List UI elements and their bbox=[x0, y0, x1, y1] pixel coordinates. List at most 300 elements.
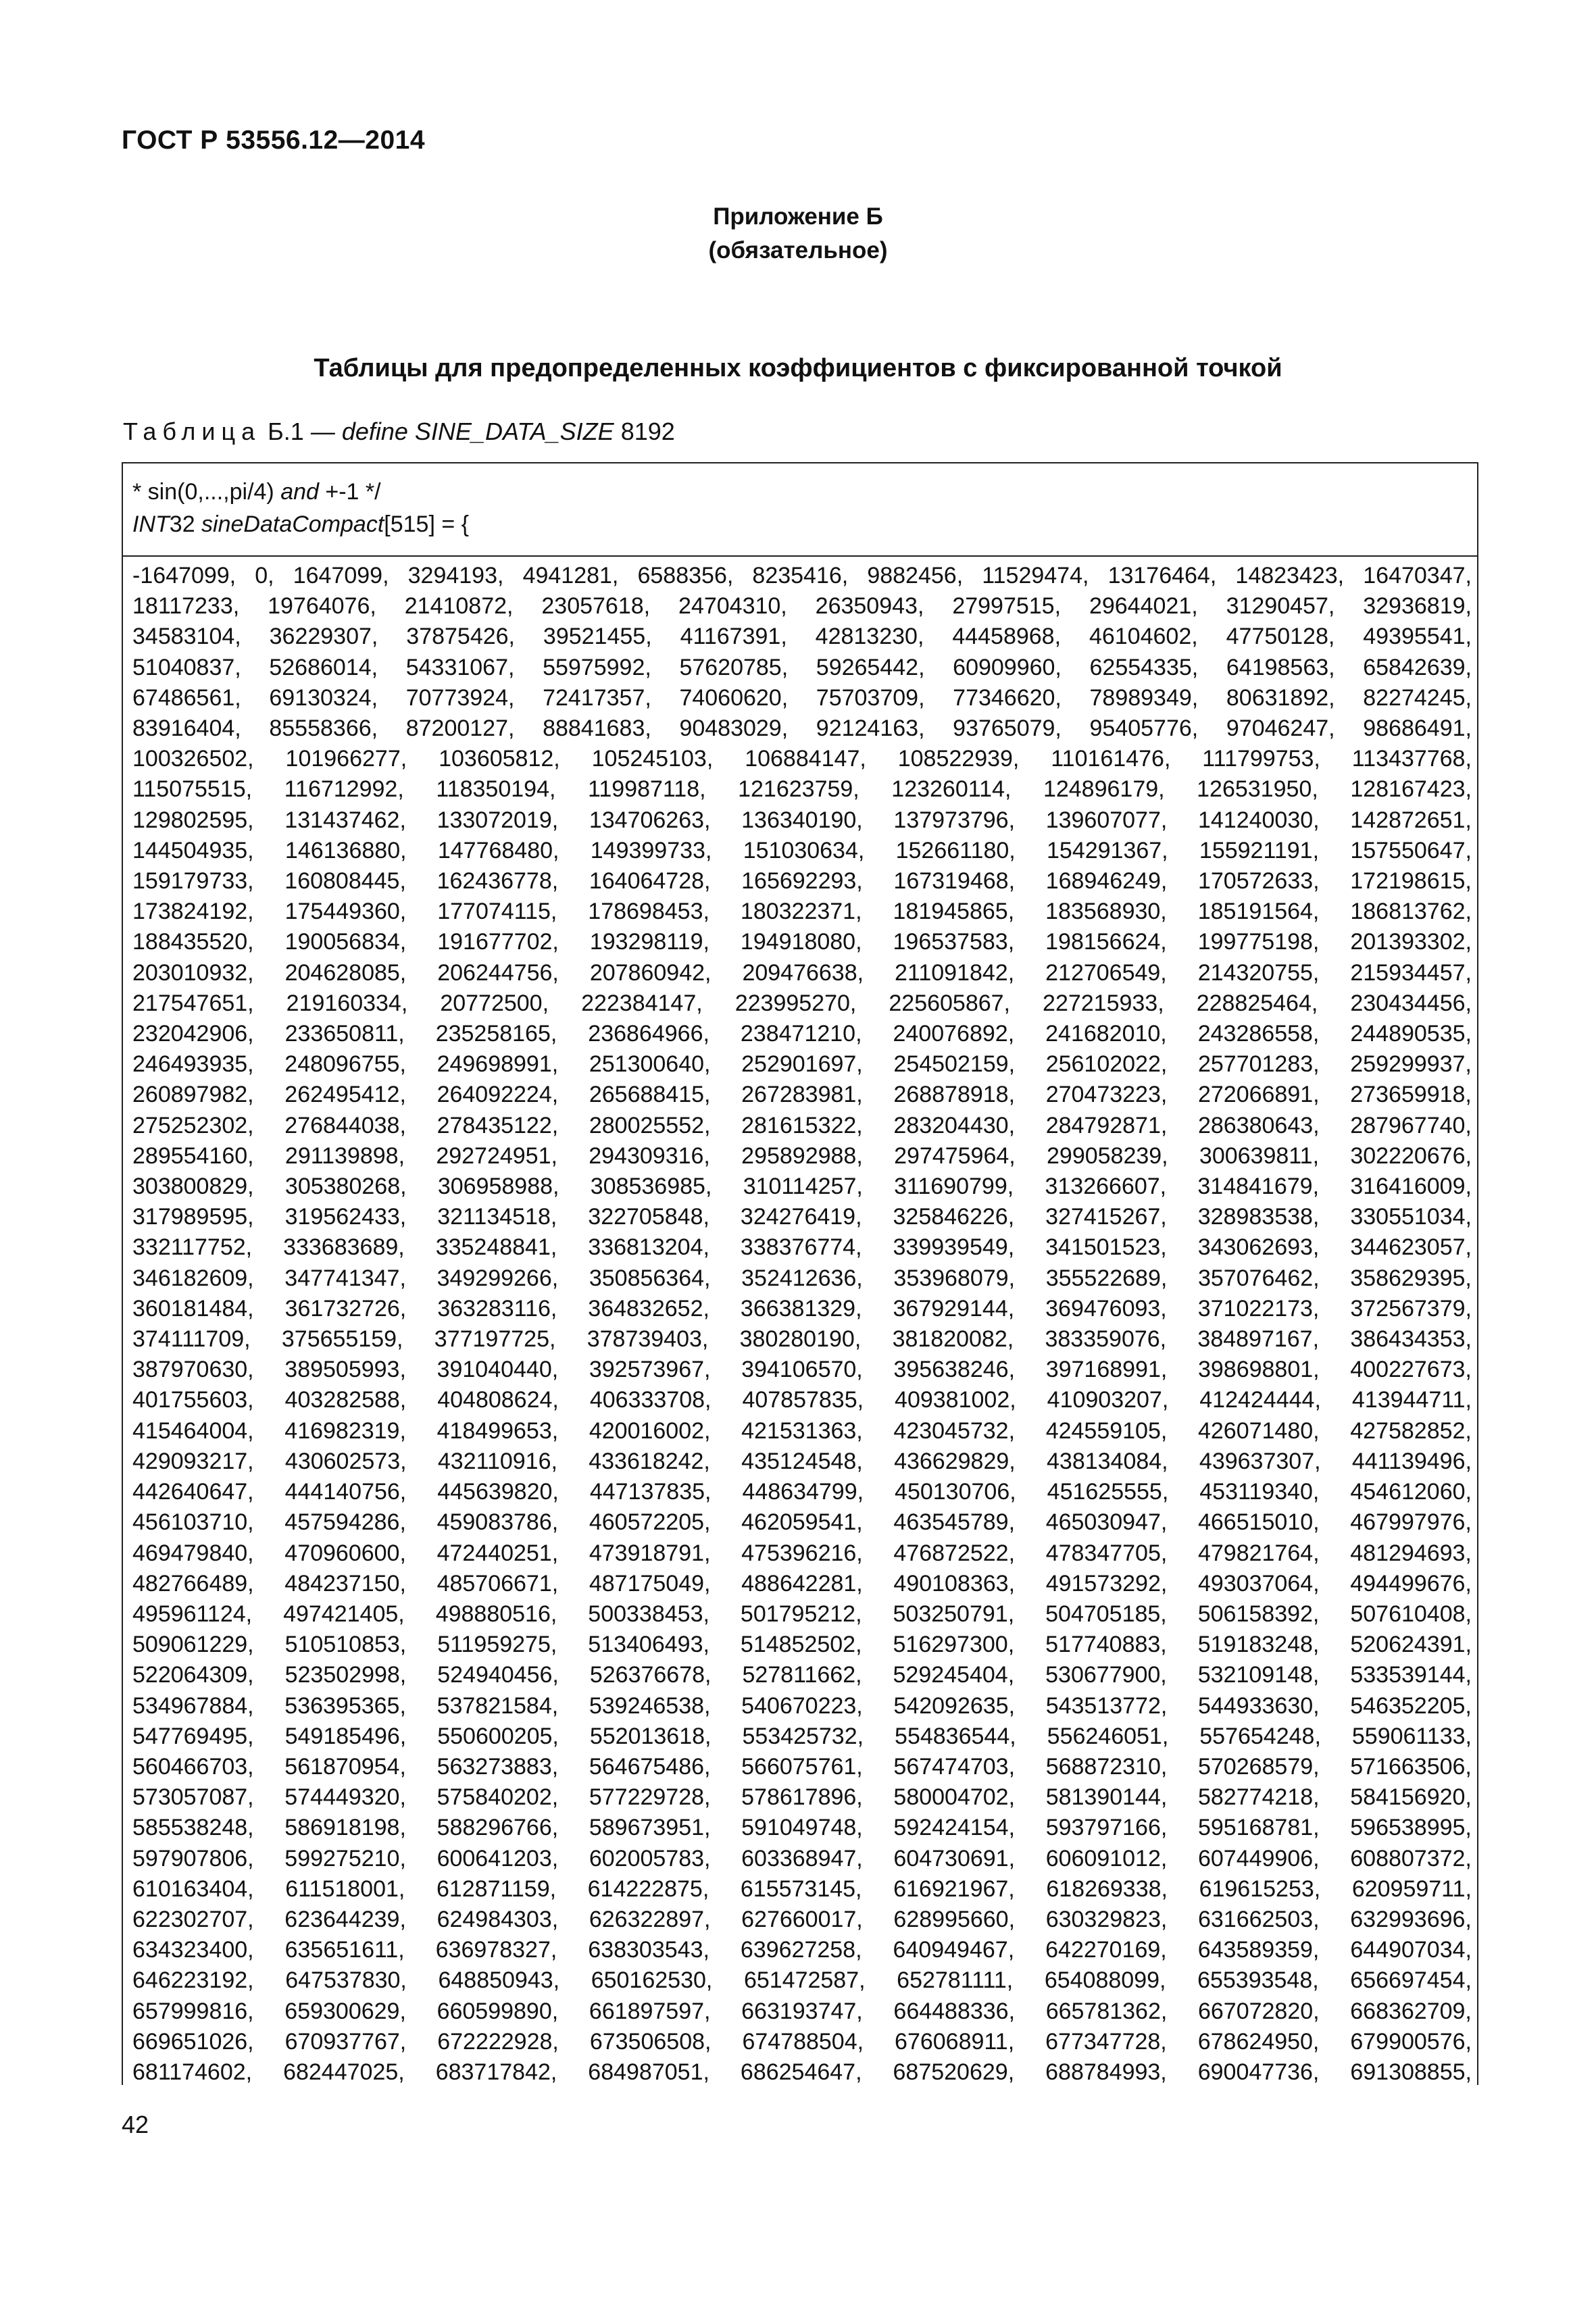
coefficient-value: 667072820, bbox=[1197, 1998, 1320, 2024]
coefficient-value: 27997515, bbox=[952, 593, 1062, 620]
coefficient-value: 631662503, bbox=[1197, 1906, 1320, 1932]
coefficient-value: 175449360, bbox=[284, 899, 407, 925]
coefficient-value: 90483029, bbox=[679, 715, 789, 742]
coefficient-value: 313266607, bbox=[1045, 1174, 1167, 1200]
coefficient-value: 92124163, bbox=[816, 715, 925, 742]
coefficient-value: 639627258, bbox=[740, 1937, 862, 1963]
coefficient-value: 228825464, bbox=[1196, 990, 1318, 1016]
coefficient-value: 268878918, bbox=[893, 1082, 1016, 1108]
coefficient-value: 191677702, bbox=[437, 929, 559, 955]
coefficient-value: 203010932, bbox=[132, 959, 254, 986]
coefficient-value: 65842639, bbox=[1363, 654, 1472, 680]
coefficient-value: 339939549, bbox=[893, 1234, 1015, 1261]
coefficient-value: 4941281, bbox=[522, 563, 619, 588]
coefficient-value: 423045732, bbox=[893, 1417, 1016, 1444]
section-title: Таблицы для предопределенных коэффициентов с фиксированной точкой bbox=[314, 354, 1282, 382]
coefficient-value: 57620785, bbox=[679, 654, 789, 680]
coefficient-value: 677347728, bbox=[1045, 2028, 1167, 2055]
coefficient-value: 582774218, bbox=[1197, 1784, 1320, 1811]
coefficient-value: 9882456, bbox=[867, 563, 964, 588]
coefficient-value: 137973796, bbox=[893, 807, 1016, 833]
coefficient-value: 254502159, bbox=[893, 1051, 1016, 1078]
coefficient-value: 116712992, bbox=[284, 776, 404, 803]
coefficient-value: 186813762, bbox=[1350, 899, 1472, 925]
coefficient-value: 386434353, bbox=[1350, 1326, 1472, 1353]
coefficient-row bbox=[132, 1294, 1472, 1324]
coefficient-value: 686254647, bbox=[740, 2059, 862, 2085]
coefficient-value: 164064728, bbox=[589, 868, 711, 895]
coefficient-value: 415464004, bbox=[132, 1417, 254, 1444]
coefficient-value: 295892988, bbox=[741, 1142, 863, 1169]
coefficient-value: 272066891, bbox=[1197, 1082, 1320, 1108]
coefficient-value: 511959275, bbox=[437, 1632, 557, 1658]
coefficient-value: 37875426, bbox=[406, 624, 516, 650]
caption-value: 8192 bbox=[620, 418, 675, 445]
coefficient-value: 55975992, bbox=[543, 654, 651, 680]
coefficient-value: 560466703, bbox=[132, 1753, 254, 1780]
coefficient-row bbox=[132, 2027, 1472, 2057]
coefficient-value: 369476093, bbox=[1045, 1295, 1167, 1322]
coefficient-value: 622302707, bbox=[132, 1906, 254, 1932]
coefficient-value: 638303543, bbox=[588, 1937, 709, 1963]
coefficient-value: 3294193, bbox=[407, 563, 504, 588]
coefficient-value: 542092635, bbox=[893, 1692, 1016, 1719]
coefficient-value: 426071480, bbox=[1197, 1417, 1320, 1444]
coefficient-value: 534967884, bbox=[132, 1692, 254, 1719]
coefficient-value: 527811662, bbox=[742, 1662, 862, 1688]
coefficient-value: 131437462, bbox=[284, 807, 406, 833]
coefficient-value: 678624950, bbox=[1197, 2028, 1320, 2055]
coefficient-row bbox=[132, 1141, 1472, 1172]
coefficient-value: 248096755, bbox=[284, 1051, 406, 1078]
coefficient-value: 439637307, bbox=[1199, 1448, 1321, 1474]
coefficient-value: 341501523, bbox=[1045, 1234, 1167, 1261]
coefficient-value: 438134084, bbox=[1047, 1448, 1168, 1474]
coefficient-value: 608807372, bbox=[1350, 1845, 1472, 1871]
coefficient-value: 77346620, bbox=[953, 684, 1062, 711]
coefficient-value: 395638246, bbox=[893, 1357, 1016, 1383]
coefficient-row bbox=[132, 1324, 1472, 1355]
coefficient-value: 412424444, bbox=[1199, 1387, 1321, 1413]
code-array-size: [515] = { bbox=[384, 511, 470, 537]
coefficient-value: 644907034, bbox=[1350, 1937, 1472, 1963]
coefficient-value: 54331067, bbox=[405, 654, 515, 680]
coefficient-value: 646223192, bbox=[132, 1967, 254, 1994]
coefficient-value: 493037064, bbox=[1197, 1570, 1320, 1596]
coefficient-value: 11529474, bbox=[982, 563, 1089, 588]
coefficient-value: 550600205, bbox=[437, 1723, 559, 1749]
coefficient-value: 497421405, bbox=[283, 1601, 405, 1627]
coefficient-value: 673506508, bbox=[589, 2028, 712, 2055]
coefficient-value: 233650811, bbox=[284, 1021, 405, 1047]
coefficient-value: 310114257, bbox=[743, 1174, 863, 1200]
coefficient-value: 553425732, bbox=[742, 1723, 864, 1749]
coefficient-value: 209476638, bbox=[742, 959, 864, 986]
coefficient-value: 18117233, bbox=[132, 593, 240, 620]
coefficient-value: 640949467, bbox=[893, 1937, 1015, 1963]
coefficient-value: 360181484, bbox=[132, 1295, 254, 1322]
coefficient-value: 516297300, bbox=[893, 1632, 1015, 1658]
coefficient-value: 292724951, bbox=[436, 1142, 557, 1169]
coefficient-value: 660599890, bbox=[437, 1998, 559, 2024]
coefficient-value: 286380643, bbox=[1197, 1112, 1320, 1138]
coefficient-value: 142872651, bbox=[1350, 807, 1472, 833]
coefficient-value: 19764076, bbox=[268, 593, 376, 620]
coefficient-value: 177074115, bbox=[437, 899, 557, 925]
coefficient-value: 147768480, bbox=[437, 837, 559, 863]
coefficient-value: 244890535, bbox=[1350, 1021, 1472, 1047]
coefficient-value: 139607077, bbox=[1045, 807, 1168, 833]
coefficient-value: 413944711, bbox=[1351, 1387, 1472, 1413]
coefficient-value: 479821764, bbox=[1197, 1540, 1320, 1566]
coefficient-value: 441139496, bbox=[1351, 1448, 1472, 1474]
coefficient-value: 380280190, bbox=[739, 1326, 862, 1353]
coefficient-value: 616921967, bbox=[893, 1876, 1015, 1902]
coefficient-value: 222384147, bbox=[581, 990, 703, 1016]
coefficient-value: 335248841, bbox=[435, 1234, 557, 1261]
coefficient-value: 374111709, bbox=[132, 1326, 251, 1353]
coefficient-value: 672222928, bbox=[437, 2028, 559, 2055]
coefficient-value: 635651611, bbox=[284, 1937, 405, 1963]
coefficient-value: 41167391, bbox=[680, 624, 787, 650]
coefficient-value: 343062693, bbox=[1197, 1234, 1320, 1261]
coefficient-value: 469479840, bbox=[132, 1540, 254, 1566]
coefficient-value: 39521455, bbox=[543, 624, 652, 650]
coefficient-value: 540670223, bbox=[741, 1692, 863, 1719]
coefficient-row bbox=[132, 805, 1472, 836]
coefficient-value: 265688415, bbox=[589, 1082, 711, 1108]
coefficient-value: 377197725, bbox=[434, 1326, 556, 1353]
coefficient-row bbox=[132, 1844, 1472, 1874]
coefficient-value: 604730691, bbox=[893, 1845, 1016, 1871]
coefficient-value: 536395365, bbox=[284, 1692, 406, 1719]
coefficient-value: 325846226, bbox=[893, 1204, 1015, 1230]
coefficient-value: 155921191, bbox=[1199, 837, 1320, 863]
coefficient-value: 154291367, bbox=[1047, 837, 1168, 863]
coefficient-value: 533539144, bbox=[1350, 1662, 1472, 1688]
coefficient-row bbox=[132, 1996, 1472, 2027]
coefficient-value: 401755603, bbox=[132, 1387, 254, 1413]
coefficient-values-cell bbox=[123, 557, 1477, 2088]
coefficient-value: 188435520, bbox=[132, 929, 254, 955]
coefficient-row bbox=[132, 1447, 1472, 1477]
coefficient-value: 321134518, bbox=[437, 1204, 557, 1230]
coefficient-row bbox=[132, 1507, 1472, 1538]
coefficient-value: 389505993, bbox=[284, 1357, 406, 1383]
coefficient-value: 115075515, bbox=[132, 776, 253, 803]
annex-status: (обязательное) bbox=[708, 237, 888, 263]
coefficient-value: 427582852, bbox=[1350, 1417, 1472, 1444]
code-declaration-line bbox=[132, 508, 1477, 540]
coefficient-value: 656697454, bbox=[1350, 1967, 1472, 1994]
coefficient-value: 397168991, bbox=[1045, 1357, 1168, 1383]
coefficient-value: 578617896, bbox=[741, 1784, 863, 1811]
coefficient-value: 42813230, bbox=[815, 624, 924, 650]
coefficient-value: 49395541, bbox=[1363, 624, 1472, 650]
coefficient-value: 688784993, bbox=[1045, 2059, 1167, 2085]
coefficient-value: 201393302, bbox=[1350, 929, 1472, 955]
annex-title: Приложение Б bbox=[713, 203, 883, 230]
coefficient-row bbox=[132, 1599, 1472, 1630]
coefficient-value: 679900576, bbox=[1350, 2028, 1472, 2055]
table-caption bbox=[123, 418, 675, 446]
coefficient-value: 217547651, bbox=[132, 990, 254, 1016]
coefficient-row bbox=[132, 1232, 1472, 1263]
coefficient-value: 23057618, bbox=[541, 593, 651, 620]
coefficient-value: 294309316, bbox=[589, 1142, 710, 1169]
coefficient-value: 506158392, bbox=[1197, 1601, 1320, 1627]
coefficient-value: 557654248, bbox=[1199, 1723, 1321, 1749]
coefficient-value: 430602573, bbox=[284, 1448, 407, 1474]
coefficient-value: 591049748, bbox=[741, 1815, 863, 1841]
coefficient-value: 232042906, bbox=[132, 1021, 254, 1047]
coefficient-value: 146136880, bbox=[284, 837, 407, 863]
coefficient-value: 241682010, bbox=[1045, 1021, 1167, 1047]
coefficient-value: 687520629, bbox=[893, 2059, 1015, 2085]
coefficient-value: 287967740, bbox=[1350, 1112, 1472, 1138]
coefficient-value: 198156624, bbox=[1045, 929, 1167, 955]
coefficient-value: 447137835, bbox=[589, 1479, 712, 1505]
coefficient-row bbox=[132, 653, 1472, 683]
coefficient-value: 110161476, bbox=[1051, 746, 1171, 772]
coefficient-value: 643589359, bbox=[1197, 1937, 1320, 1963]
coefficient-value: 60909960, bbox=[953, 654, 1062, 680]
coefficient-value: 44458968, bbox=[952, 624, 1062, 650]
coefficient-value: 119987118, bbox=[587, 776, 706, 803]
caption-label: Таблица bbox=[123, 418, 261, 445]
coefficient-value: 532109148, bbox=[1197, 1662, 1320, 1688]
coefficient-row bbox=[132, 1569, 1472, 1599]
coefficient-value: 664488336, bbox=[893, 1998, 1016, 2024]
coefficient-value: 303800829, bbox=[132, 1174, 254, 1200]
coefficient-value: 610163404, bbox=[132, 1876, 254, 1902]
coefficient-value: 6588356, bbox=[637, 563, 734, 588]
coefficient-value: 259299937, bbox=[1350, 1051, 1472, 1078]
coefficient-value: 642270169, bbox=[1045, 1937, 1167, 1963]
coefficient-value: 424559105, bbox=[1045, 1417, 1168, 1444]
coefficient-value: 367929144, bbox=[893, 1295, 1015, 1322]
coefficient-row bbox=[132, 1080, 1472, 1110]
coefficient-value: 327415267, bbox=[1045, 1204, 1167, 1230]
coefficient-value: 636978327, bbox=[435, 1937, 557, 1963]
coefficient-row bbox=[132, 958, 1472, 988]
coefficient-value: 416982319, bbox=[284, 1417, 406, 1444]
coefficient-value: 651472587, bbox=[743, 1967, 866, 1994]
coefficient-value: 113437768, bbox=[1351, 746, 1472, 772]
coefficient-value: 314841679, bbox=[1197, 1174, 1320, 1200]
caption-number: Б.1 — bbox=[268, 418, 335, 445]
coefficient-value: 206244756, bbox=[437, 959, 559, 986]
coefficient-row bbox=[132, 591, 1472, 622]
coefficient-value: 181945865, bbox=[893, 899, 1015, 925]
coefficient-value: 52686014, bbox=[269, 654, 378, 680]
coefficient-value: 575840202, bbox=[437, 1784, 559, 1811]
coefficient-value: 264092224, bbox=[437, 1082, 559, 1108]
coefficient-value: 588296766, bbox=[437, 1815, 559, 1841]
coefficient-value: 280025552, bbox=[589, 1112, 711, 1138]
coefficient-value: 451625555, bbox=[1047, 1479, 1169, 1505]
coefficient-value: 352412636, bbox=[741, 1265, 863, 1291]
coefficient-value: 478347705, bbox=[1045, 1540, 1168, 1566]
coefficient-value: 670937767, bbox=[284, 2028, 407, 2055]
coefficient-value: 225605867, bbox=[889, 990, 1011, 1016]
coefficient-value: 199775198, bbox=[1197, 929, 1320, 955]
coefficient-value: 378739403, bbox=[587, 1326, 709, 1353]
coefficient-value: 501795212, bbox=[740, 1601, 862, 1627]
coefficient-value: 495961124, bbox=[132, 1601, 253, 1627]
coefficient-value: 366381329, bbox=[740, 1295, 862, 1322]
coefficient-value: 178698453, bbox=[588, 899, 709, 925]
coefficient-value: 513406493, bbox=[588, 1632, 709, 1658]
coefficient-value: 584156920, bbox=[1350, 1784, 1472, 1811]
coefficient-value: 249698991, bbox=[437, 1051, 559, 1078]
coefficient-value: 654088099, bbox=[1044, 1967, 1166, 1994]
coefficient-value: 59265442, bbox=[816, 654, 925, 680]
coefficient-value: 567474703, bbox=[893, 1753, 1016, 1780]
coefficient-value: 34583104, bbox=[132, 624, 241, 650]
coefficient-value: 306958988, bbox=[437, 1174, 559, 1200]
coefficient-value: 134706263, bbox=[589, 807, 711, 833]
coefficient-value: 404808624, bbox=[437, 1387, 559, 1413]
coefficient-row bbox=[132, 1905, 1472, 1935]
coefficient-value: 463545789, bbox=[893, 1509, 1016, 1536]
coefficient-row bbox=[132, 1172, 1472, 1202]
coefficient-value: 442640647, bbox=[132, 1479, 254, 1505]
coefficient-value: 136340190, bbox=[741, 807, 863, 833]
coefficient-value: 106884147, bbox=[745, 746, 866, 772]
coefficient-value: 407857835, bbox=[742, 1387, 864, 1413]
coefficient-value: 614222875, bbox=[587, 1876, 709, 1902]
coefficient-value: 391040440, bbox=[437, 1357, 559, 1383]
coefficient-value: 420016002, bbox=[589, 1417, 711, 1444]
coefficient-value: 398698801, bbox=[1197, 1357, 1320, 1383]
coefficient-value: 193298119, bbox=[589, 929, 709, 955]
coefficient-row bbox=[132, 2057, 1472, 2088]
coefficient-value: 457594286, bbox=[284, 1509, 406, 1536]
coefficient-value: 627660017, bbox=[741, 1906, 863, 1932]
coefficient-value: 676068911, bbox=[895, 2028, 1015, 2055]
coefficient-value: 230434456, bbox=[1350, 990, 1472, 1016]
coefficient-value: 144504935, bbox=[132, 837, 254, 863]
coefficient-value: 82274245, bbox=[1363, 684, 1472, 711]
coefficient-value: 273659918, bbox=[1350, 1082, 1472, 1108]
coefficient-value: 571663506, bbox=[1350, 1753, 1472, 1780]
coefficient-value: 167319468, bbox=[893, 868, 1016, 895]
coefficient-value: 8235416, bbox=[752, 563, 849, 588]
coefficient-value: 347741347, bbox=[284, 1265, 406, 1291]
coefficient-value: 194918080, bbox=[740, 929, 862, 955]
coefficient-value: 375655159, bbox=[281, 1326, 403, 1353]
coefficient-value: 207860942, bbox=[589, 959, 712, 986]
coefficient-value: 297475964, bbox=[894, 1142, 1016, 1169]
coefficient-value: 517740883, bbox=[1045, 1632, 1167, 1658]
coefficient-value: 453119340, bbox=[1199, 1479, 1320, 1505]
coefficient-value: 346182609, bbox=[132, 1265, 254, 1291]
coefficient-row bbox=[132, 1049, 1472, 1080]
coefficient-value: 448634799, bbox=[742, 1479, 864, 1505]
coefficient-value: 70773924, bbox=[405, 684, 515, 711]
coefficient-value: 436629829, bbox=[894, 1448, 1016, 1474]
coefficient-value: 21410872, bbox=[404, 593, 514, 620]
coefficient-value: 121623759, bbox=[738, 776, 859, 803]
coefficient-value: 600641203, bbox=[437, 1845, 559, 1871]
coefficient-value: 108522939, bbox=[897, 746, 1020, 772]
coefficient-value: 585538248, bbox=[132, 1815, 254, 1841]
coefficient-value: 392573967, bbox=[589, 1357, 711, 1383]
coefficient-value: 409381002, bbox=[895, 1387, 1016, 1413]
coefficient-value: 607449906, bbox=[1197, 1845, 1320, 1871]
coefficient-value: 235258165, bbox=[435, 1021, 557, 1047]
coefficient-value: 80631892, bbox=[1226, 684, 1335, 711]
coefficient-value: 324276419, bbox=[740, 1204, 862, 1230]
coefficient-row bbox=[132, 1721, 1472, 1752]
coefficient-value: 554836544, bbox=[895, 1723, 1016, 1749]
coefficient-value: -1647099, bbox=[132, 563, 236, 588]
coefficient-value: 322705848, bbox=[588, 1204, 709, 1230]
coefficient-value: 316416009, bbox=[1350, 1174, 1472, 1200]
coefficient-row bbox=[132, 561, 1472, 591]
coefficient-value: 462059541, bbox=[741, 1509, 863, 1536]
coefficient-value: 72417357, bbox=[543, 684, 651, 711]
coefficient-value: 165692293, bbox=[741, 868, 863, 895]
coefficient-value: 475396216, bbox=[741, 1540, 863, 1566]
coefficient-value: 16470347, bbox=[1363, 563, 1472, 588]
coefficient-value: 559061133, bbox=[1351, 1723, 1472, 1749]
coefficient-value: 537821584, bbox=[437, 1692, 559, 1719]
coefficient-value: 64198563, bbox=[1226, 654, 1335, 680]
coefficient-value: 128167423, bbox=[1350, 776, 1472, 803]
coefficient-value: 456103710, bbox=[132, 1509, 254, 1536]
coefficient-value: 47750128, bbox=[1226, 624, 1335, 650]
coefficient-value: 421531363, bbox=[741, 1417, 863, 1444]
coefficient-value: 372567379, bbox=[1350, 1295, 1472, 1322]
coefficient-value: 603368947, bbox=[741, 1845, 863, 1871]
coefficient-value: 543513772, bbox=[1045, 1692, 1168, 1719]
coefficient-value: 95405776, bbox=[1089, 715, 1199, 742]
coefficient-value: 349299266, bbox=[437, 1265, 559, 1291]
coefficient-value: 302220676, bbox=[1350, 1142, 1472, 1169]
coefficient-value: 669651026, bbox=[132, 2028, 254, 2055]
coefficient-value: 172198615, bbox=[1350, 868, 1472, 895]
coefficient-row bbox=[132, 1111, 1472, 1141]
coefficient-value: 454612060, bbox=[1350, 1479, 1472, 1505]
coefficient-value: 618269338, bbox=[1046, 1876, 1168, 1902]
coefficient-row bbox=[132, 1202, 1472, 1232]
coefficient-value: 472440251, bbox=[437, 1540, 559, 1566]
coefficient-value: 691308855, bbox=[1350, 2059, 1472, 2085]
coefficient-value: 51040837, bbox=[132, 654, 241, 680]
coefficient-value: 168946249, bbox=[1045, 868, 1168, 895]
coefficient-value: 183568930, bbox=[1045, 899, 1167, 925]
coefficient-value: 564675486, bbox=[589, 1753, 711, 1780]
coefficient-value: 14823423, bbox=[1235, 563, 1345, 588]
coefficient-value: 626322897, bbox=[589, 1906, 711, 1932]
coefficient-row bbox=[132, 1660, 1472, 1690]
coefficient-value: 330551034, bbox=[1350, 1204, 1472, 1230]
coefficient-row bbox=[132, 713, 1472, 744]
annex-heading bbox=[0, 200, 1596, 268]
coefficient-value: 488642281, bbox=[741, 1570, 863, 1596]
coefficient-value: 573057087, bbox=[132, 1784, 254, 1811]
coefficient-row bbox=[132, 866, 1472, 897]
coefficient-value: 491573292, bbox=[1045, 1570, 1168, 1596]
coefficient-value: 432110916, bbox=[437, 1448, 557, 1474]
coefficient-value: 124896179, bbox=[1043, 776, 1165, 803]
coefficient-value: 328983538, bbox=[1197, 1204, 1320, 1230]
coefficient-value: 400227673, bbox=[1350, 1357, 1472, 1383]
coefficient-value: 350856364, bbox=[589, 1265, 711, 1291]
coefficient-row bbox=[132, 1874, 1472, 1905]
